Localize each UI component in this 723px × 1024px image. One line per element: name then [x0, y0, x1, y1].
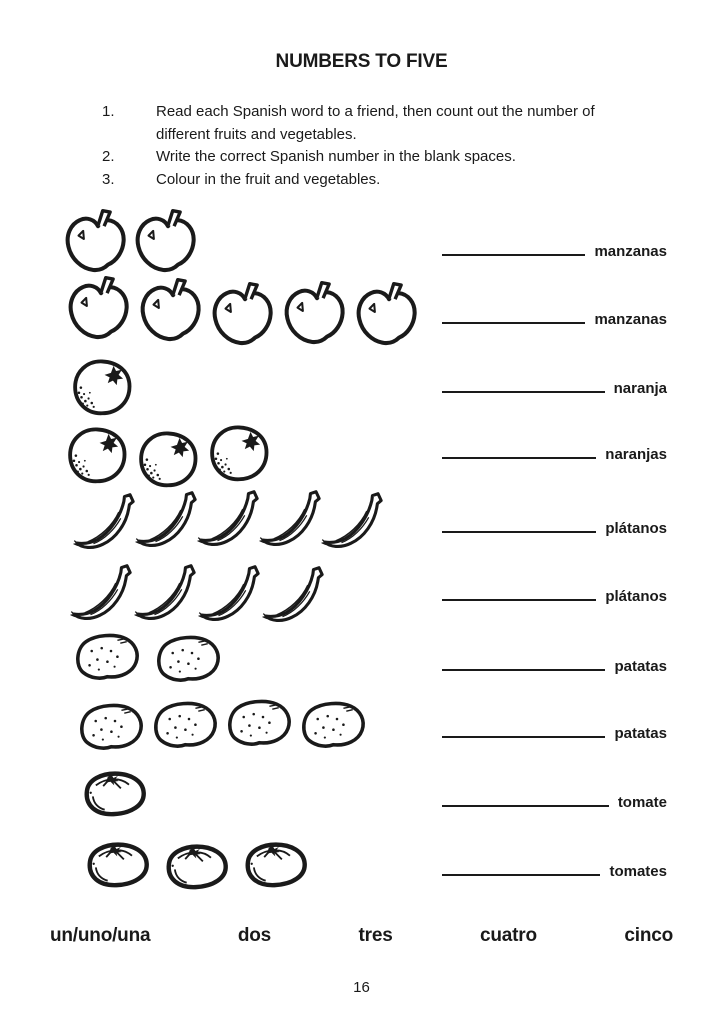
answer-blank[interactable] [442, 583, 596, 601]
fruit-label: plátanos [605, 520, 667, 537]
apple-icon [353, 281, 421, 347]
answer-row [442, 375, 667, 397]
potato-icon [74, 701, 146, 751]
potato-icon [296, 699, 368, 749]
fruit-group-potato [70, 631, 223, 683]
fruit-label: tomate [617, 794, 667, 811]
answer-blank[interactable] [442, 306, 585, 324]
fruit-label: patatas [614, 725, 667, 742]
answer-row [442, 653, 667, 675]
instruction-text: Write the correct Spanish number in the blank spaces. [156, 148, 516, 165]
tomato-icon [76, 767, 151, 820]
apple-icon [209, 281, 277, 347]
answer-row [442, 858, 667, 880]
orange-icon [70, 357, 134, 417]
fruit-label: tomates [609, 863, 667, 880]
potato-icon [148, 699, 220, 749]
answer-blank[interactable] [442, 653, 605, 671]
potato-icon [151, 633, 223, 683]
tomato-icon [79, 838, 154, 891]
fruit-label: plátanos [605, 588, 667, 605]
answer-row [442, 789, 667, 811]
instruction-item [102, 169, 642, 192]
orange-icon [136, 429, 200, 489]
banana-icon [321, 490, 383, 552]
instruction-number: 3. [102, 170, 115, 188]
word-bank-item: un/uno/una [50, 925, 151, 946]
answer-blank[interactable] [442, 238, 585, 256]
banana-icon [197, 488, 259, 550]
word-bank-item: cuatro [480, 925, 537, 946]
fruit-group-apple [62, 208, 200, 274]
apple-icon [62, 208, 130, 274]
potato-icon [70, 631, 142, 681]
apple-icon [137, 277, 205, 343]
answer-row [442, 720, 667, 742]
banana-icon [198, 563, 260, 625]
answer-row [442, 441, 667, 463]
banana-icon [134, 562, 196, 624]
word-bank-item: dos [237, 925, 272, 946]
answer-blank[interactable] [442, 858, 600, 876]
answer-blank[interactable] [442, 789, 609, 807]
fruit-group-tomato [76, 767, 151, 820]
fruit-group-apple [65, 275, 421, 347]
word-bank [0, 925, 723, 947]
apple-icon [132, 208, 200, 274]
orange-icon [207, 423, 271, 483]
potato-icon [222, 697, 294, 747]
banana-icon [70, 562, 132, 624]
instruction-number: 1. [102, 103, 115, 120]
fruit-group-banana [70, 562, 324, 626]
banana-icon [262, 564, 324, 626]
banana-icon [135, 489, 197, 551]
instructions-list [102, 101, 642, 191]
answer-blank[interactable] [442, 720, 605, 738]
fruit-label: manzanas [594, 311, 667, 328]
fruit-group-potato [74, 697, 368, 751]
tomato-icon [158, 840, 233, 893]
answer-blank[interactable] [442, 515, 596, 533]
tomato-icon [237, 838, 312, 891]
fruit-label: patatas [614, 658, 667, 675]
banana-icon [259, 488, 321, 550]
word-bank-item: cinco [624, 925, 673, 946]
fruit-group-orange [65, 423, 271, 489]
fruit-group-orange [70, 357, 134, 417]
page-title: NUMBERS TO FIVE [275, 51, 448, 72]
banana-icon [73, 491, 135, 553]
instruction-text: Colour in the fruit and vegetables. [156, 170, 381, 188]
answer-row [442, 515, 667, 537]
answer-row [442, 306, 667, 328]
answer-blank[interactable] [442, 375, 605, 393]
instruction-item [102, 146, 642, 169]
fruit-group-banana [73, 488, 383, 553]
answer-row [442, 583, 667, 605]
instruction-text: Read each Spanish word to a friend, then count out the number of different fruits and vegetables. [156, 103, 595, 143]
fruit-group-tomato [79, 838, 312, 893]
fruit-label: manzanas [594, 243, 667, 260]
fruit-label: naranjas [605, 446, 667, 463]
apple-icon [65, 275, 133, 341]
fruit-label: naranja [613, 380, 667, 397]
orange-icon [65, 425, 129, 485]
page-number: 16 [353, 979, 370, 996]
instruction-number: 2. [102, 148, 115, 165]
answer-row [442, 238, 667, 260]
answer-blank[interactable] [442, 441, 596, 459]
word-bank-item: tres [358, 925, 393, 946]
apple-icon [281, 280, 349, 346]
instruction-item [102, 101, 642, 146]
